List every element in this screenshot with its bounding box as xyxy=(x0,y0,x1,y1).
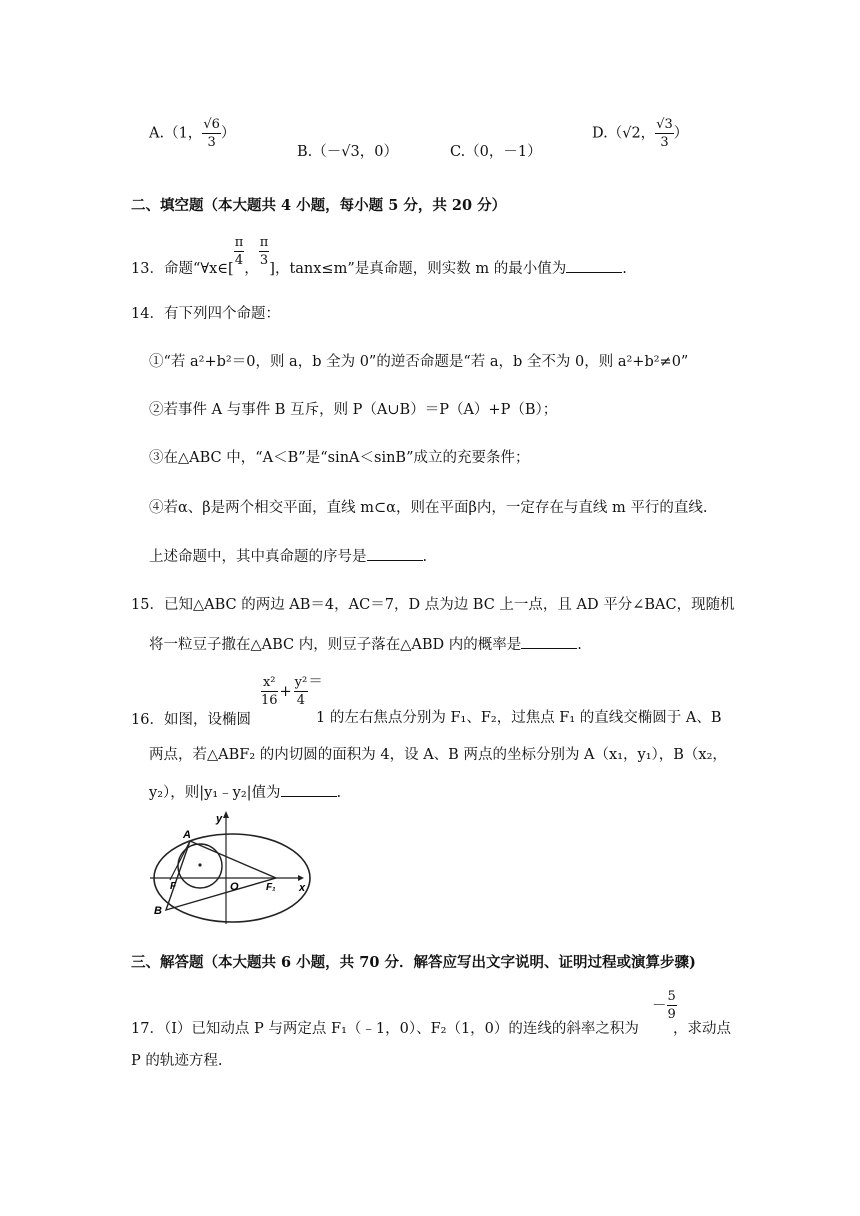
q17-line-2: P 的轨迹方程. xyxy=(131,1053,223,1069)
q15-line-2-text: 将一粒豆子撒在△ABC 内，则豆子落在△ABD 内的概率是 xyxy=(149,637,522,653)
answer-blank-13[interactable] xyxy=(566,259,622,273)
option-c: C.（0，－1） xyxy=(450,144,542,160)
q14-item-2: ②若事件 A 与事件 B 互斥，则 P（A∪B）＝P（A）+P（B）； xyxy=(149,402,558,418)
label-a: A xyxy=(183,829,191,841)
label-y: y xyxy=(216,813,223,825)
label-f-right: F₁ xyxy=(266,882,276,893)
answer-blank-14[interactable] xyxy=(367,547,423,561)
option-a: A.（1， $\frac{√6}{3}$ ） xyxy=(149,117,236,150)
q14-item-1: ①“若 a²+b²＝0，则 a，b 全为 0”的逆否命题是“若 a，b 全不为 0，则 a²+b²≠0” xyxy=(149,354,689,370)
answer-blank-15[interactable] xyxy=(521,635,577,649)
question-13: 13．命题“∀x∈[ $\frac{\pi}{4}$ ， $\frac{\pi}{3}$ ]，tanx≤m”是真命题，则实数 m 的最小值为 . xyxy=(131,235,627,277)
q14-item-4: ④若α、β是两个相交平面，直线 m⊂α，则在平面β内，一定存在与直线 m 平行的直线. xyxy=(149,500,708,516)
label-x: x xyxy=(299,882,306,894)
q15-line-2: 将一粒豆子撒在△ABC 内，则豆子落在△ABD 内的概率是 . xyxy=(149,637,582,653)
option-d-fraction: $\frac{√3}{3}$ xyxy=(656,117,673,150)
section2-heading: 二、填空题（本大题共 4 小题，每小题 5 分，共 20 分） xyxy=(131,197,507,214)
q17-fraction: $\frac{5}{9}$ xyxy=(667,989,676,1022)
q15-line-1: 15．已知△ABC 的两边 AB＝4，AC＝7，D 点为边 BC 上一点，且 AD 平分∠BAC，现随机 xyxy=(131,597,735,613)
incircle-center xyxy=(198,863,201,866)
q16-prefix: 16．如图，设椭圆 xyxy=(131,711,251,728)
option-d: D.（√2， $\frac{√3}{3}$ ） xyxy=(592,117,689,150)
ellipse-figure xyxy=(148,808,316,926)
x-axis-arrow xyxy=(298,875,304,881)
option-a-fraction: $\frac{√6}{3}$ xyxy=(203,117,220,150)
q16-line-3: y₂），则|y₁﹣y₂|值为 . xyxy=(149,785,342,801)
q16-line-1-rest: 1 的左右焦点分别为 F₁、F₂，过焦点 F₁ 的直线交椭圆于 A、B xyxy=(316,710,722,726)
q16-fraction-y: $\frac{\text{y²}}{4}$ xyxy=(294,675,308,708)
q13-fraction-2: $\frac{\pi}{3}$ xyxy=(259,235,269,268)
q16-fraction-x: $\frac{\text{x²}}{16}$ xyxy=(260,675,278,708)
q17-sign: － xyxy=(652,997,667,1014)
option-b: B.（－√3，0） xyxy=(297,144,398,160)
label-f-left: F xyxy=(170,881,177,892)
section3-heading: 三、解答题（本大题共 6 小题，共 70 分．解答应写出文字说明、证明过程或演算步骤) xyxy=(131,954,696,971)
question-14-stem: 14．有下列四个命题： xyxy=(131,306,280,322)
q14-ask-text: 上述命题中，其中真命题的序号是 xyxy=(149,549,367,565)
q13-fraction-1: $\frac{\pi}{4}$ xyxy=(234,235,244,268)
q17-line-1: 17．（Ⅰ）已知动点 P 与两定点 F₁（﹣1，0）、F₂（1，0）的连线的斜率之积为 xyxy=(131,1021,639,1037)
q17-line-1-end: ，求动点 xyxy=(673,1021,731,1037)
triangle-abf2 xyxy=(166,841,276,910)
answer-blank-16[interactable] xyxy=(281,783,337,797)
q16-line-3-text: y₂），则|y₁﹣y₂|值为 xyxy=(149,785,281,801)
question-16: 16．如图，设椭圆 $\frac{\text{x²}}{16}$ + $\frac{\text{y²}}{4}$ ＝ xyxy=(131,673,323,728)
label-o: O xyxy=(230,881,239,893)
option-d-label: D.（√2， xyxy=(592,125,656,142)
q13-suffix: ]，tanx≤m”是真命题，则实数 m 的最小值为 xyxy=(269,260,567,277)
q14-ask: 上述命题中，其中真命题的序号是 . xyxy=(149,549,428,565)
y-axis-arrow xyxy=(223,811,229,818)
q13-prefix: 13．命题“∀x∈[ xyxy=(131,260,234,277)
option-a-label: A.（1， xyxy=(149,125,203,142)
q16-line-2: 两点，若△ABF₂ 的内切圆的面积为 4，设 A、B 两点的坐标分别为 A（x₁，y₁），B（x₂， xyxy=(149,747,727,763)
label-b: B xyxy=(154,905,162,917)
q14-item-3: ③在△ABC 中，“A＜B”是“sinA＜sinB”成立的充要条件； xyxy=(149,450,530,466)
